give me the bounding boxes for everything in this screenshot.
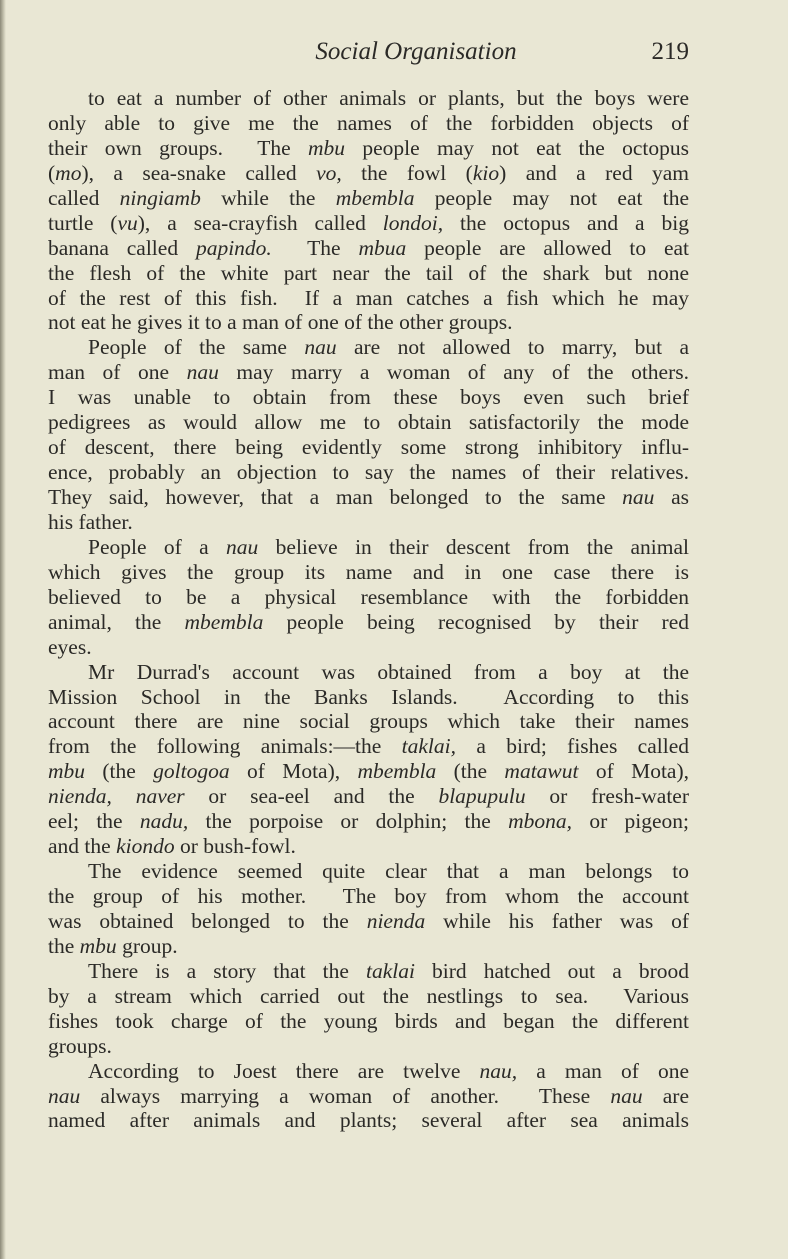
paragraph: [48, 660, 689, 860]
text-line: [48, 460, 689, 485]
text-line: [48, 86, 689, 111]
italic-term: vu: [117, 210, 138, 235]
text-line: [48, 984, 689, 1009]
text-line: [48, 909, 689, 934]
text-run: people are allowed to eat: [406, 235, 689, 260]
text-run: named after animals and plants; several after sea animals: [48, 1108, 689, 1133]
text-line: [48, 560, 689, 585]
paragraph: [48, 1059, 689, 1134]
text-line: [48, 335, 689, 360]
text-run: while his father was of: [425, 908, 689, 933]
text-run: (: [48, 160, 56, 185]
text-run: They said, however, that a man belonged to the same: [48, 485, 623, 509]
text-run: of Mota),: [578, 759, 690, 784]
text-line: [48, 535, 689, 560]
text-run: the fowl (: [341, 160, 473, 185]
text-run: (the: [436, 759, 505, 784]
text-line: [48, 1108, 689, 1133]
italic-term: nienda,: [48, 784, 112, 809]
text-run: group.: [116, 933, 178, 958]
text-line: [48, 959, 689, 984]
italic-term: nau,: [479, 1058, 518, 1083]
text-run: People of the same: [88, 335, 305, 360]
text-run: the: [48, 933, 80, 958]
text-run: ence, probably an objection to say the names of their relatives.: [48, 460, 689, 485]
text-line: [48, 859, 689, 884]
italic-term: mbembla: [184, 609, 264, 634]
text-line: [48, 286, 689, 311]
text-run: called: [48, 185, 120, 210]
italic-term: mbua: [358, 235, 407, 260]
italic-term: nadu,: [139, 809, 189, 834]
paragraph: [48, 535, 689, 660]
text-line: [48, 1084, 689, 1109]
text-run: the porpoise or dolphin; the: [188, 809, 509, 834]
text-run: (the: [85, 759, 154, 784]
italic-term: mbona,: [508, 809, 573, 834]
paragraph: [48, 959, 689, 1059]
text-run: pedigrees as would allow me to obtain satisfactorily the mode: [48, 410, 689, 435]
text-line: [48, 934, 689, 959]
text-line: [48, 111, 689, 136]
text-line: [48, 435, 689, 460]
text-run: are: [642, 1083, 689, 1108]
italic-term: nau: [622, 485, 655, 509]
text-line: [48, 734, 689, 759]
text-run: man of one: [48, 360, 187, 385]
paragraph: [48, 859, 689, 959]
text-line: [48, 685, 689, 710]
text-run: animal, the: [48, 609, 185, 634]
italic-term: blapupulu: [438, 784, 526, 809]
text-run: The evidence seemed quite clear that a man belongs to: [88, 859, 689, 884]
text-line: [48, 510, 689, 535]
running-title: Social Organisation: [315, 38, 517, 65]
italic-term: matawut: [504, 759, 579, 784]
text-run: believed to be a physical resemblance with the forbidden: [48, 584, 689, 609]
text-run: [112, 784, 136, 808]
text-run: account there are nine social groups which take their names: [48, 709, 689, 734]
italic-term: nau: [304, 335, 337, 360]
text-line: [48, 410, 689, 435]
text-line: [48, 709, 689, 734]
italic-term: papindo.: [195, 235, 272, 260]
italic-term: nienda: [366, 908, 426, 933]
text-run: by a stream which carried out the nestlings to sea. Various: [48, 983, 689, 1008]
text-line: [48, 485, 689, 510]
text-run: from the following animals:—the: [48, 734, 402, 759]
text-run: their own groups. The: [48, 135, 308, 160]
text-line: [48, 809, 689, 834]
italic-term: mbu: [48, 759, 86, 784]
text-line: [48, 136, 689, 161]
text-run: was obtained belonged to the: [48, 908, 367, 933]
text-run: people may not eat the: [414, 185, 690, 210]
text-run: of Mota),: [229, 759, 358, 784]
text-run: the octopus and a big: [443, 210, 689, 235]
text-run: Mission School in the Banks Islands. According to this: [48, 684, 689, 709]
text-run: bird hatched out a brood: [414, 958, 689, 983]
text-run: only able to give me the names of the forbidden objects of: [48, 110, 689, 135]
text-run: as: [654, 485, 689, 509]
text-run: or sea-eel and the: [184, 784, 439, 809]
italic-term: nau: [186, 360, 219, 385]
text-line: [48, 759, 689, 784]
body-text: [48, 86, 689, 1133]
italic-term: taklai: [365, 958, 415, 983]
text-run: or fresh-water: [525, 784, 689, 809]
text-run: banana called: [48, 235, 196, 260]
text-run: or pigeon;: [572, 809, 689, 834]
text-line: [48, 1009, 689, 1034]
text-line: [48, 660, 689, 685]
paragraph: [48, 86, 689, 335]
italic-term: nau: [226, 534, 259, 559]
text-line: [48, 1034, 689, 1059]
text-run: groups.: [48, 1033, 112, 1058]
text-run: There is a story that the: [88, 958, 366, 983]
text-line: [48, 261, 689, 286]
text-run: I was unable to obtain from these boys even such brief: [48, 385, 689, 410]
text-run: fishes took charge of the young birds and began the different: [48, 1008, 689, 1033]
text-line: [48, 211, 689, 236]
running-header: [48, 38, 689, 68]
text-line: [48, 360, 689, 385]
text-run: are not allowed to marry, but a: [336, 335, 689, 360]
text-run: or bush-fowl.: [174, 834, 296, 859]
text-run: ), a sea-crayfish called: [137, 210, 383, 235]
page-edge-shadow: [0, 0, 6, 1259]
text-line: [48, 310, 689, 335]
text-line: [48, 236, 689, 261]
text-line: [48, 884, 689, 909]
text-run: eyes.: [48, 634, 92, 659]
italic-term: kiondo: [116, 834, 175, 859]
italic-term: goltogoa: [153, 759, 230, 784]
text-run: eel; the: [48, 809, 140, 834]
text-line: [48, 784, 689, 809]
text-run: to eat a number of other animals or plants, but the boys were: [88, 86, 689, 110]
italic-term: ningiamb: [119, 185, 201, 210]
italic-term: vo,: [316, 160, 342, 185]
text-run: Mr Durrad's account was obtained from a boy at the: [88, 659, 689, 684]
text-run: a man of one: [517, 1058, 689, 1083]
page-number: 219: [651, 38, 689, 65]
text-line: [48, 186, 689, 211]
text-line: [48, 385, 689, 410]
italic-term: naver: [135, 784, 185, 809]
text-run: people may not eat the octopus: [345, 135, 689, 160]
text-run: turtle (: [48, 210, 118, 235]
text-run: According to Joest there are twelve: [88, 1058, 480, 1083]
italic-term: mbembla: [357, 759, 437, 784]
text-line: [48, 610, 689, 635]
text-line: [48, 161, 689, 186]
text-run: and the: [48, 834, 117, 859]
italic-term: nau: [48, 1083, 81, 1108]
text-run: may marry a woman of any of the others.: [218, 360, 690, 385]
paragraph: [48, 335, 689, 535]
text-run: not eat he gives it to a man of one of the other groups.: [48, 310, 513, 335]
italic-term: londoi,: [382, 210, 444, 235]
text-run: believe in their descent from the animal: [258, 534, 690, 559]
text-line: [48, 585, 689, 610]
text-run: the group of his mother. The boy from whom the account: [48, 884, 689, 908]
text-run: the flesh of the white part near the tail of the shark but none: [48, 260, 689, 285]
text-run: which gives the group its name and in one case there is: [48, 559, 689, 584]
text-run: People of a: [88, 534, 227, 559]
text-run: of descent, there being evidently some strong inhibitory influ-: [48, 435, 689, 460]
italic-term: mbu: [79, 933, 117, 958]
italic-term: taklai,: [401, 734, 456, 759]
text-run: while the: [200, 185, 336, 210]
text-run: ) and a red yam: [499, 160, 690, 185]
text-run: a bird; fishes called: [456, 734, 690, 759]
italic-term: kio: [472, 160, 500, 185]
italic-term: mbu: [308, 135, 346, 160]
text-run: of the rest of this fish. If a man catches a fish which he may: [48, 285, 689, 310]
text-run: people being recognised by their red: [263, 609, 689, 634]
text-line: [48, 1059, 689, 1084]
text-run: The: [271, 235, 359, 260]
text-line: [48, 834, 689, 859]
text-run: his father.: [48, 509, 133, 534]
italic-term: mbembla: [335, 185, 415, 210]
text-run: ), a sea-snake called: [81, 160, 317, 185]
text-run: always marrying a woman of another. These: [80, 1083, 611, 1108]
italic-term: mo: [55, 160, 82, 185]
italic-term: nau: [610, 1083, 643, 1108]
text-line: [48, 635, 689, 660]
